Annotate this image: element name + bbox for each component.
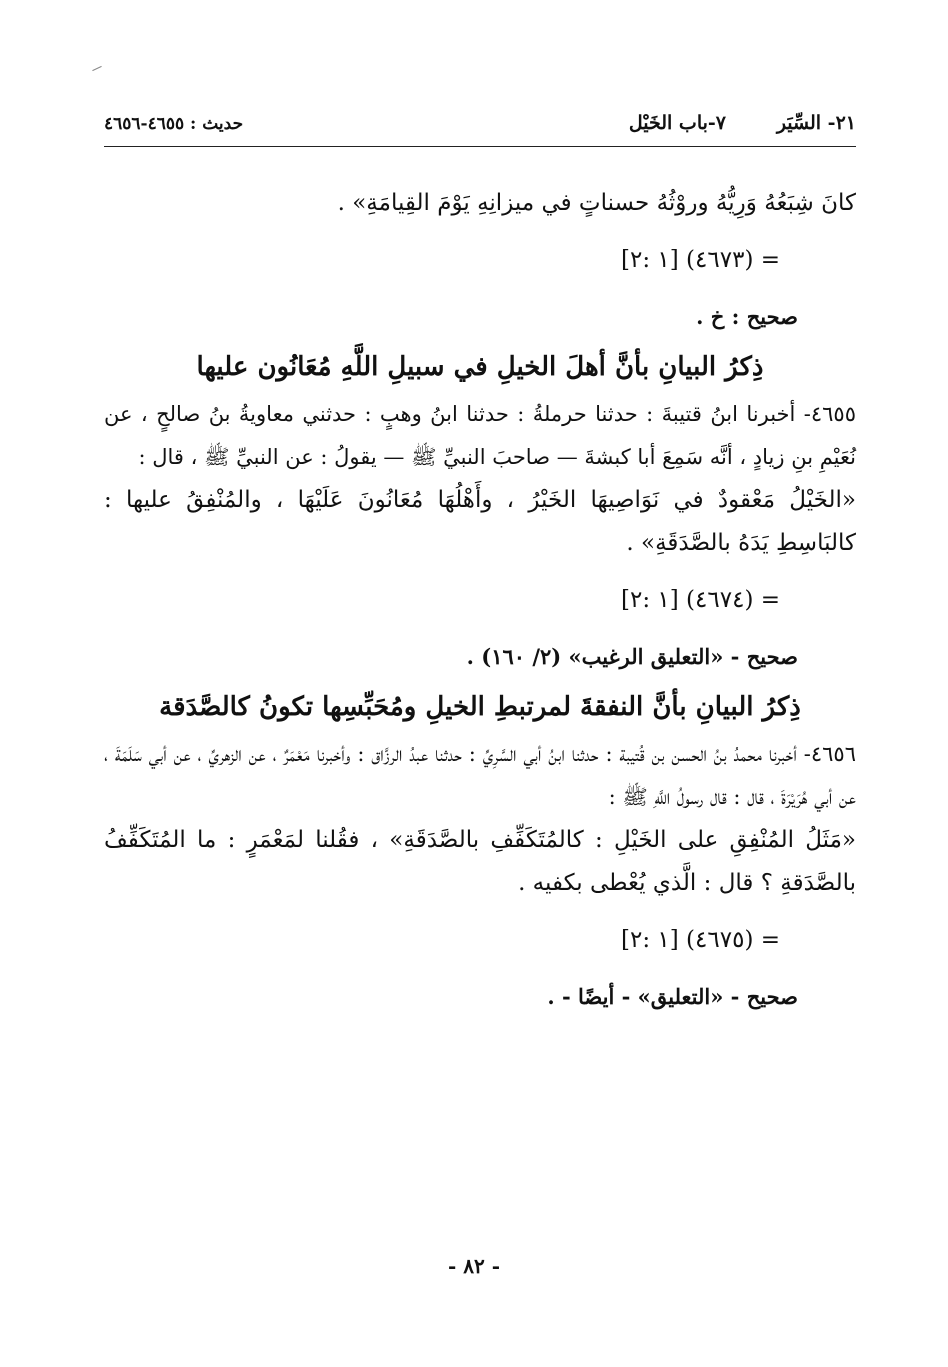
section1-isnad: ٤٦٥٥- أخبرنا ابنُ قتيبةَ : حدثنا حرملةُ : حدثنا ابنُ وهبٍ : حدثني معاويةُ بنُ صالحٍ ، عن نُعَيْمِ بنِ زيادٍ ، أنَّه سَمِعَ أبا كبشةَ — صاحبَ النبيِّ ﷺ — يقولُ : عن النبيِّ ﷺ ، قال : xyxy=(104,402,856,469)
section1-reference: = (٤٦٧٤) [١ :٢] xyxy=(620,587,780,613)
section2-reference: = (٤٦٧٥) [١ :٢] xyxy=(620,927,780,953)
hadith-range: حديث : ٤٦٥٥-٤٦٥٦ xyxy=(104,114,244,134)
continuation-text: كانَ شِبَعُهُ وَرِيُّهُ وروْثُهُ حسناتٍ في ميزانِهِ يَوْمَ القِيامَةِ» . xyxy=(337,190,856,216)
chapter-title: ٧-باب الخَيْل xyxy=(628,112,726,134)
continuation-grade: صحيح : خ . xyxy=(696,304,798,329)
section1-heading: ذِكرُ البيانِ بأنَّ أهلَ الخيلِ في سبيلِ اللَّهِ مُعَانُون عليها xyxy=(196,352,764,382)
book-title: ٢١- السِّيَر xyxy=(776,112,856,134)
continuation-reference: = (٤٦٧٣) [١ :٢] xyxy=(620,247,780,273)
section1-matn: «الخَيْلُ مَعْقودٌ في نَوَاصِيهَا الخَيْرُ ، وأَهْلُهَا مُعَانُونَ عَلَيْهَا ، والمُنْفِقُ عليها : كالبَاسِطِ يَدَهُ بالصَّدَقَةِ» . xyxy=(104,487,856,556)
page-number: - ٨٢ - xyxy=(447,1254,500,1278)
section2-matn: «مَثَلُ المُنْفِقِ على الخَيْلِ : كالمُتَكَفِّفِ بالصَّدَقَةِ» ، فقُلنا لمَعْمَرٍ : ما المُتَكَفِّفُ بالصَّدَقةِ ؟ قال : الَّذي يُعْطى بكفيه . xyxy=(104,827,856,896)
section2-heading: ذِكرُ البيانِ بأنَّ النفقةَ لمرتبطِ الخيلِ ومُحَبِّسِها تكونُ كالصَّدَقة xyxy=(159,692,801,722)
scan-mark xyxy=(92,66,101,71)
header-rule xyxy=(104,146,856,147)
section2-isnad: ٤٦٥٦- أخبرنا محمدُ بنُ الحسن بن قُتيبة : حدثنا ابنُ أبي السَّرِيِّ : حدثنا عبدُ الرزَّاق : وأخبرنا مَعْمَرٌ ، عن الزهريِّ ، عن أبي سَلَمَةَ ، عن أبي هُرَيْرَةَ ، قال : قال رسولُ اللَّهِ ﷺ : xyxy=(104,742,856,809)
section2-grade: صحيح - «التعليق» - أيضًا - . xyxy=(547,984,798,1009)
page-body xyxy=(104,182,856,1018)
running-header xyxy=(104,108,856,144)
section1-grade: صحيح - «التعليق الرغيب» (٢/ ١٦٠) . xyxy=(466,644,798,669)
